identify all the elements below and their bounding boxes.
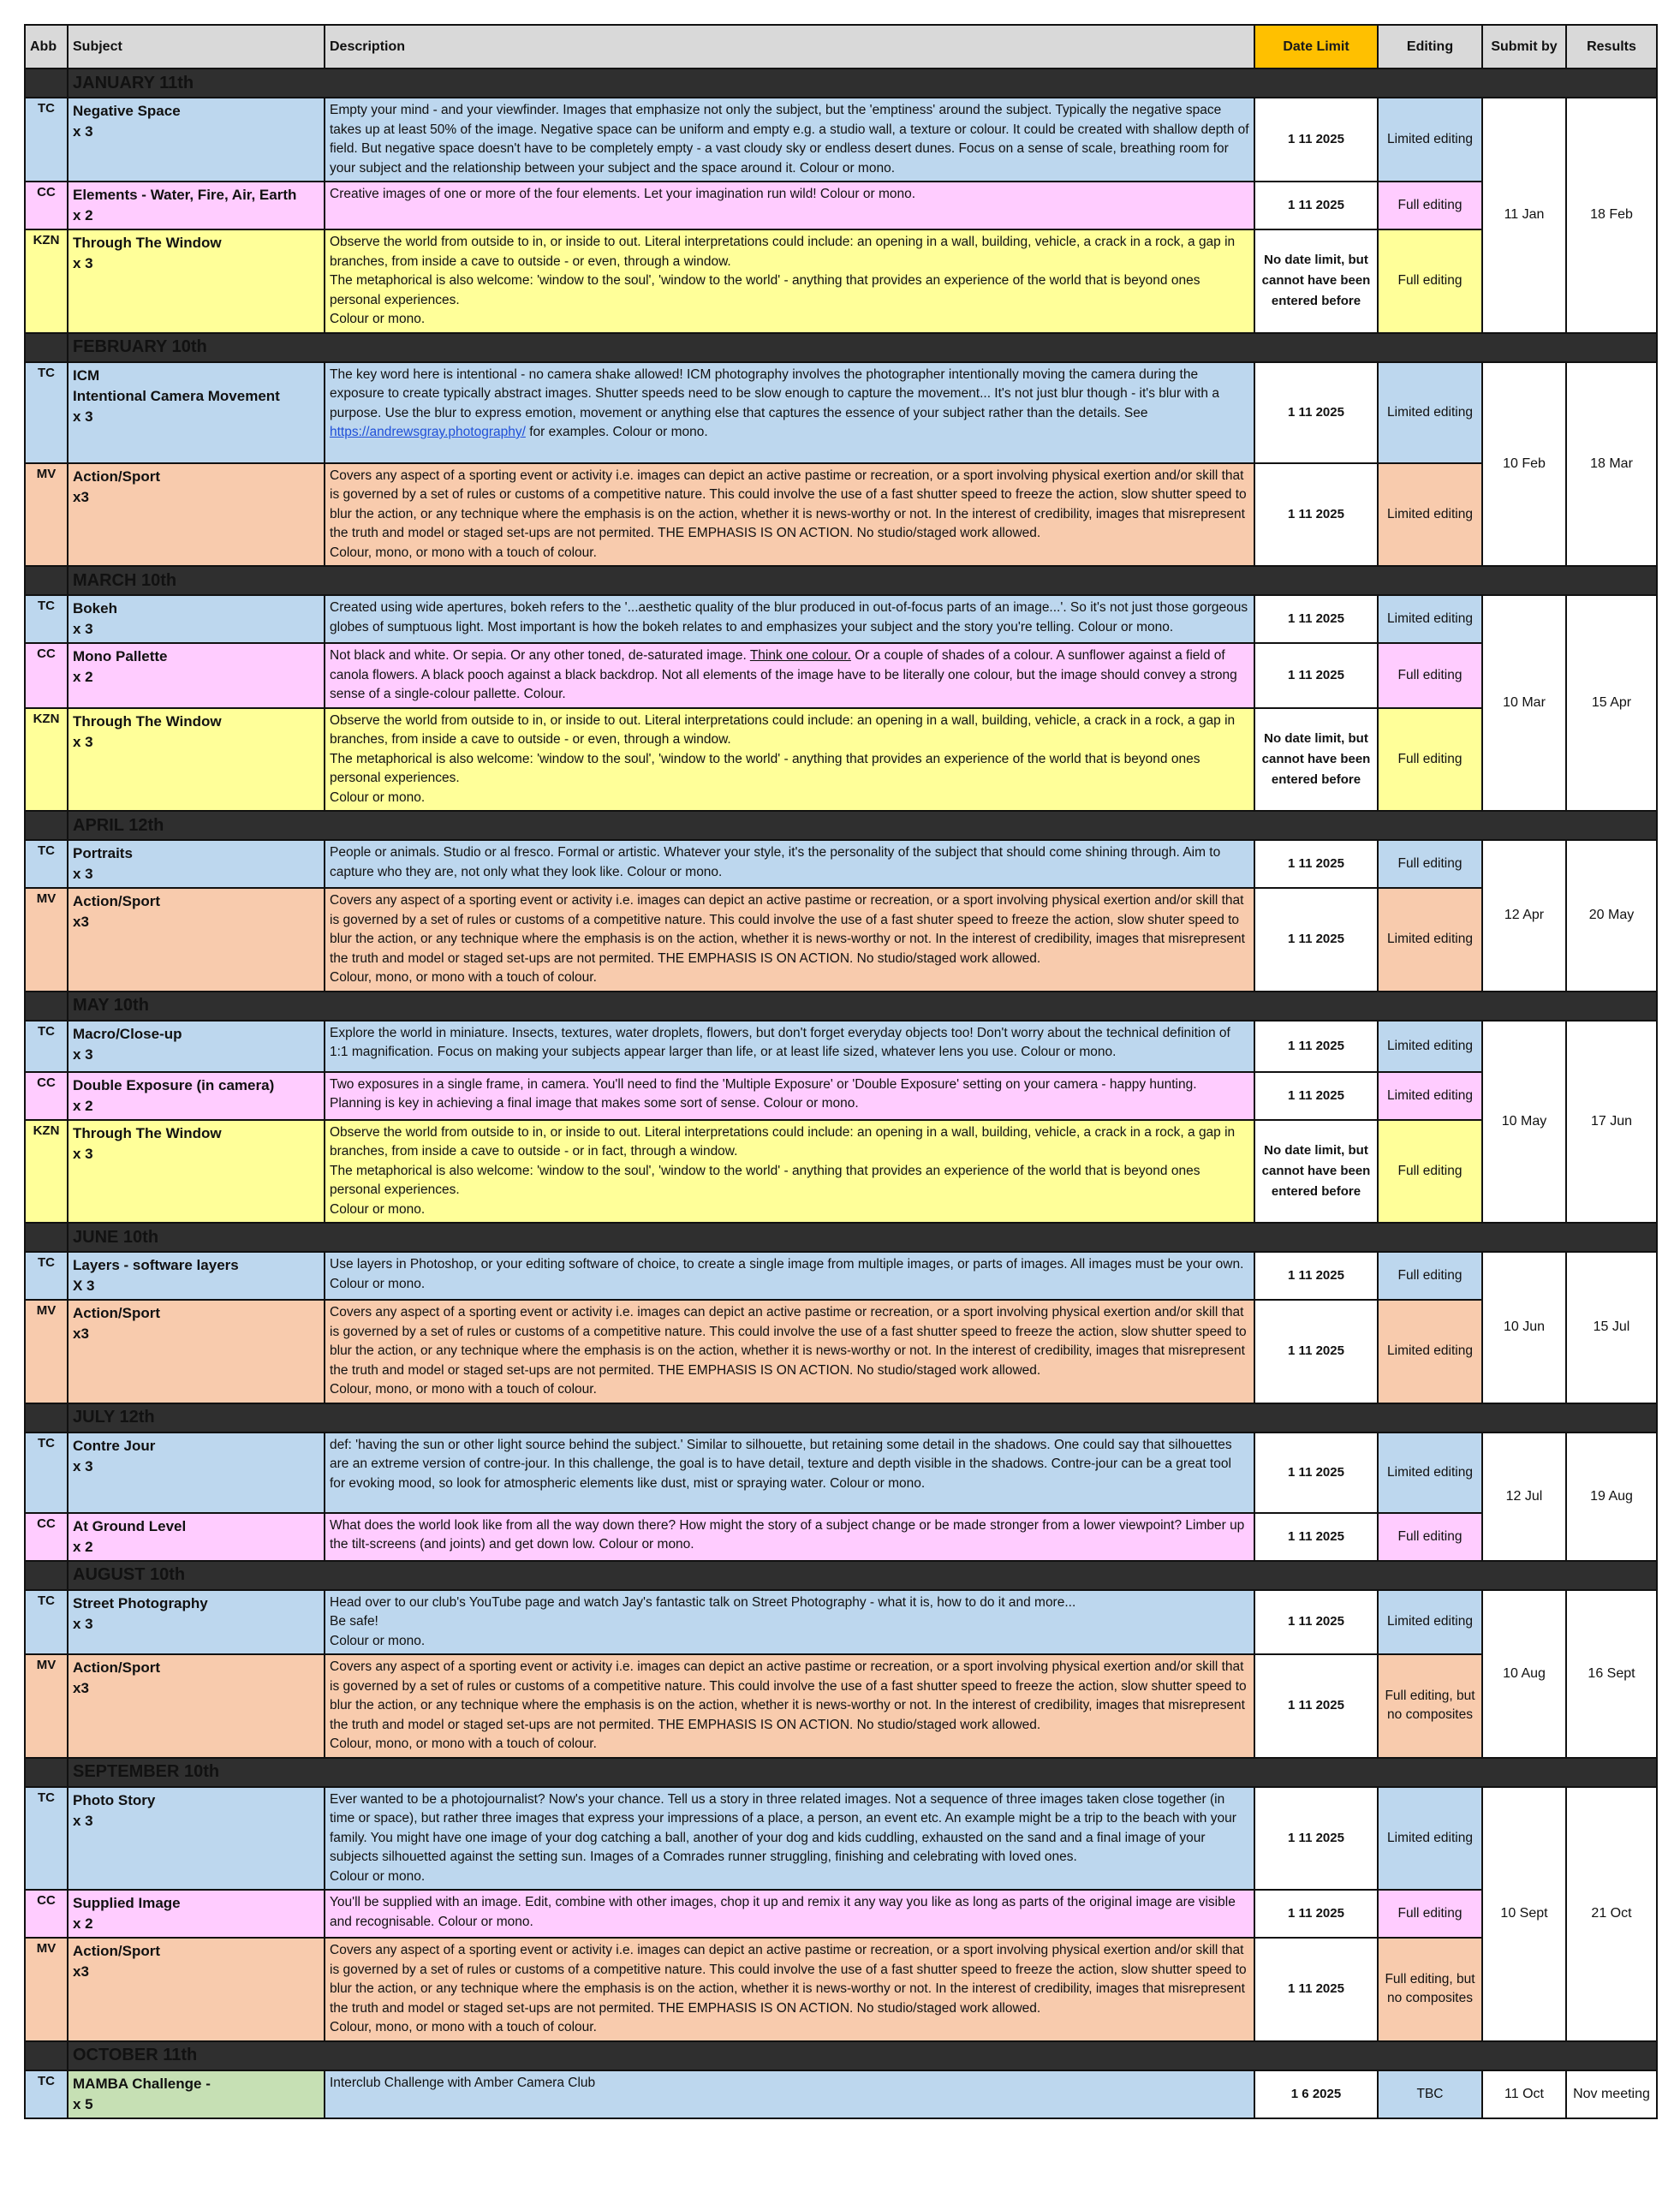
description-cell [325, 1433, 1254, 1513]
subject-cell [68, 1252, 325, 1300]
subject-cell [68, 2070, 325, 2118]
abb-cell: TC [25, 2070, 68, 2118]
subject-cell [68, 362, 325, 463]
description-cell [325, 1021, 1254, 1072]
date-limit-cell: 1 11 2025 [1254, 1021, 1378, 1072]
month-title: JUNE 10th [68, 1223, 1657, 1252]
submit-by-cell: 10 Jun [1482, 1252, 1566, 1403]
table-row [25, 840, 1657, 888]
editing-cell: Limited editing [1378, 1300, 1482, 1403]
description-cell [325, 595, 1254, 643]
month-spacer [25, 68, 68, 98]
description-text: Covers any aspect of a sporting event or activity i.e. images can depict an active pastime or recreation, or a sport involving physical exertion and/or skill that is governed by a set of rules or customs of a competitive nature. This could involve the use of a fast shutter speed to freeze the action, slow shutter speed to blur the action, or any technique where the emphasis is on the action, whether it is news-worthy or not. In the interest of credibility, images that misrepresent the truth and model or staged set-ups are not permited. THE EMPHASIS IS ON ACTION. No studio/staged work allowed. Colour, mono, or mono with a touch of colour. [330, 1659, 1247, 1751]
description-text: Created using wide apertures, bokeh refers to the '...aesthetic quality of the blur produced in out-of-focus parts of an image...'. So it's not just those gorgeous globes of sumptuous light. Most important is how the bokeh relates to and emphasizes your subject and the story you're telling. Colour or mono. [330, 600, 1248, 634]
month-spacer [25, 811, 68, 840]
table-row [25, 1433, 1657, 1513]
subject-cell [68, 229, 325, 333]
table-row [25, 1021, 1657, 1072]
month-title: APRIL 12th [68, 811, 1657, 840]
editing-header: Editing [1378, 25, 1482, 68]
description-text: Not black and white. Or sepia. Or any other toned, de-saturated image. [330, 648, 750, 663]
subject-text: Negative Space x 3 [73, 103, 181, 140]
description-text: Observe the world from outside to in, or inside to out. Literal interpretations could include: an opening in a wall, building, vehicle, a crack in a rock, a gap in branches, from inside a cave to outside - or even, through a window. The metaphorical is also welcome: 'window to the soul', 'window to the world' - anything that provides an experience of the world that is beyond ones personal experiences. Colour or mono. [330, 712, 1236, 805]
subject-text: At Ground Level x 2 [73, 1517, 187, 1555]
abb-cell: TC [25, 1787, 68, 1891]
table-row [25, 888, 1657, 992]
description-text: Head over to our club's YouTube page and watch Jay's fantastic talk on Street Photography - what it is, how to do it and more... Be safe! Colour or mono. [330, 1594, 1076, 1648]
subject-text: Bokeh x 3 [73, 600, 117, 637]
month-spacer [25, 566, 68, 595]
abb-cell: CC [25, 1890, 68, 1938]
description-emphasis: Think one colour. [749, 648, 851, 663]
editing-cell: Limited editing [1378, 888, 1482, 992]
subject-cell [68, 1021, 325, 1072]
table-row [25, 229, 1657, 333]
submit-by-cell: 10 Aug [1482, 1590, 1566, 1758]
description-text: Covers any aspect of a sporting event or activity i.e. images can depict an active pastime or recreation, or a sport involving physical exertion and/or skill that is governed by a set of rules or customs of a competitive nature. This could involve the use of a fast shuter speed to freeze the action, slow shuter speed to blur the action, or any technique where the emphasis is on the action, whether it is news-worthy or not. In the interest of credibility, images that misrepresent the truth and model or staged set-ups are not permited. THE EMPHASIS IS ON ACTION. No studio/staged work allowed. Colour, mono, or mono with a touch of colour. [330, 893, 1245, 985]
table-row [25, 1890, 1657, 1938]
month-spacer [25, 1403, 68, 1433]
month-header-row [25, 1561, 1657, 1590]
editing-cell: Full editing, but no composites [1378, 1938, 1482, 2041]
editing-cell: Limited editing [1378, 362, 1482, 463]
month-title: SEPTEMBER 10th [68, 1758, 1657, 1787]
subject-text: Action/Sport x3 [73, 1659, 160, 1696]
subject-text: Supplied Image x 2 [73, 1895, 181, 1932]
description-cell [325, 182, 1254, 229]
editing-cell: Limited editing [1378, 1021, 1482, 1072]
month-title: MARCH 10th [68, 566, 1657, 595]
editing-cell: Limited editing [1378, 1072, 1482, 1120]
description-text: You'll be supplied with an image. Edit, combine with other images, chop it up and remix it any way you like as long as parts of the original image are visible and recognisable. Colour or mono. [330, 1895, 1236, 1929]
date-limit-cell: 1 11 2025 [1254, 1590, 1378, 1655]
date-limit-cell: No date limit, but cannot have been entered before [1254, 1120, 1378, 1224]
subject-text: Action/Sport x3 [73, 1305, 160, 1342]
description-cell [325, 1513, 1254, 1561]
subject-cell [68, 463, 325, 567]
date-limit-cell: 1 11 2025 [1254, 1654, 1378, 1758]
description-cell [325, 1072, 1254, 1120]
editing-cell: Full editing [1378, 840, 1482, 888]
results-cell: 18 Feb [1566, 98, 1657, 333]
subject-text: ICM Intentional Camera Movement x 3 [73, 366, 280, 425]
date-limit-cell: 1 11 2025 [1254, 595, 1378, 643]
date-limit-cell: 1 11 2025 [1254, 888, 1378, 992]
description-cell [325, 643, 1254, 708]
subject-cell [68, 1433, 325, 1513]
subject-text: Street Photography x 3 [73, 1594, 208, 1632]
description-cell [325, 463, 1254, 567]
description-cell [325, 1890, 1254, 1938]
subject-text: Contre Jour x 3 [73, 1437, 156, 1474]
abb-header: Abb [25, 25, 68, 68]
editing-cell: Full editing, but no composites [1378, 1654, 1482, 1758]
abb-cell: TC [25, 840, 68, 888]
results-cell: 19 Aug [1566, 1433, 1657, 1561]
date-limit-cell: 1 11 2025 [1254, 1072, 1378, 1120]
table-row [25, 1072, 1657, 1120]
description-cell [325, 708, 1254, 812]
editing-cell: Limited editing [1378, 1433, 1482, 1513]
submit-by-cell: 10 Feb [1482, 362, 1566, 567]
month-header-row [25, 566, 1657, 595]
description-cell [325, 1787, 1254, 1891]
subject-cell [68, 98, 325, 182]
month-spacer [25, 1758, 68, 1787]
month-header-row [25, 1403, 1657, 1433]
table-row [25, 1938, 1657, 2041]
date-limit-cell: 1 11 2025 [1254, 1513, 1378, 1561]
abb-cell: TC [25, 595, 68, 643]
description-text-after-emphasis: Or a couple of shades of a colour. A sunflower against a field of canola flowers. A black pooch against a black backdrop. Not all elements of the image have to be literally one colour, but the image should convey a strong sense of a single-colour pallette. Colour. [330, 648, 1237, 701]
month-title: MAY 10th [68, 992, 1657, 1021]
subject-cell [68, 1300, 325, 1403]
description-cell [325, 1590, 1254, 1655]
results-cell: 15 Jul [1566, 1252, 1657, 1403]
submit-by-cell: 11 Jan [1482, 98, 1566, 333]
challenges-table [24, 24, 1658, 2119]
subject-cell [68, 708, 325, 812]
results-cell: 15 Apr [1566, 595, 1657, 811]
description-text: Creative images of one or more of the four elements. Let your imagination run wild! Colour or mono. [330, 187, 916, 201]
subject-text: Action/Sport x3 [73, 1943, 160, 1980]
table-row [25, 643, 1657, 708]
description-cell [325, 888, 1254, 992]
subject-text: Portraits x 3 [73, 845, 133, 882]
subject-text: Macro/Close-up x 3 [73, 1025, 182, 1063]
subject-text: Layers - software layers X 3 [73, 1257, 239, 1294]
month-spacer [25, 333, 68, 362]
subject-text: Mono Pallette x 2 [73, 648, 168, 685]
month-header-row [25, 2041, 1657, 2070]
table-row [25, 1513, 1657, 1561]
abb-cell: MV [25, 888, 68, 992]
editing-cell: Limited editing [1378, 463, 1482, 567]
description-cell [325, 1252, 1254, 1300]
abb-cell: MV [25, 463, 68, 567]
subject-text: Double Exposure (in camera) x 2 [73, 1076, 275, 1114]
editing-cell: Full editing [1378, 708, 1482, 812]
month-title: JANUARY 11th [68, 68, 1657, 98]
description-link[interactable]: https://andrewsgray.photography/ [330, 425, 526, 439]
month-header-row [25, 811, 1657, 840]
date-limit-cell: 1 11 2025 [1254, 840, 1378, 888]
date-limit-cell: 1 11 2025 [1254, 1433, 1378, 1513]
date-limit-cell: 1 11 2025 [1254, 643, 1378, 708]
table-row [25, 1252, 1657, 1300]
subject-text: Photo Story x 3 [73, 1791, 156, 1829]
month-title: AUGUST 10th [68, 1561, 1657, 1590]
submit-by-header: Submit by [1482, 25, 1566, 68]
date-limit-cell: No date limit, but cannot have been entered before [1254, 229, 1378, 333]
description-text: Covers any aspect of a sporting event or activity i.e. images can depict an active pastime or recreation, or a sport involving physical exertion and/or skill that is governed by a set of rules or customs of a competitive nature. This could involve the use of a fast shutter speed to freeze the action, slow shutter speed to blur the action, or any technique where the emphasis is on the action, whether it is news-worthy or not. In the interest of credibility, images that misrepresent the truth and model or staged set-ups are not permited. THE EMPHASIS IS ON ACTION. No studio/staged work allowed. Colour, mono, or mono with a touch of colour. [330, 468, 1247, 560]
abb-cell: KZN [25, 708, 68, 812]
results-header: Results [1566, 25, 1657, 68]
table-row [25, 595, 1657, 643]
header-row [25, 25, 1657, 68]
abb-cell: TC [25, 1433, 68, 1513]
month-header-row [25, 1758, 1657, 1787]
table-row [25, 362, 1657, 463]
editing-cell: Full editing [1378, 1890, 1482, 1938]
description-text: Ever wanted to be a photojournalist? Now's your chance. Tell us a story in three related images. Not a sequence of three images taken close together (in time or space), but rather three images that express your impressions of a place, a person, an event etc. An example might be a trip to the beach with your family. You might have one image of your dog catching a ball, another of your dog and kids cuddling, exhausted on the sand and a final image of your subjects silhouetted against the setting sun. Images of a Comrades runner struggling, finishing and celebrating with loved ones. Colour or mono. [330, 1791, 1236, 1884]
month-header-row [25, 333, 1657, 362]
subject-cell [68, 1654, 325, 1758]
date-limit-header: Date Limit [1254, 25, 1378, 68]
editing-cell: Full editing [1378, 643, 1482, 708]
subject-cell [68, 840, 325, 888]
submit-by-cell: 10 Sept [1482, 1787, 1566, 2041]
editing-cell: Limited editing [1378, 1787, 1482, 1891]
date-limit-cell: 1 11 2025 [1254, 1300, 1378, 1403]
month-header-row [25, 1223, 1657, 1252]
date-limit-cell: 1 6 2025 [1254, 2070, 1378, 2118]
table-row [25, 2070, 1657, 2118]
results-cell: 18 Mar [1566, 362, 1657, 567]
submit-by-cell: 12 Jul [1482, 1433, 1566, 1561]
abb-cell: TC [25, 1021, 68, 1072]
results-cell: 20 May [1566, 840, 1657, 992]
editing-cell: Full editing [1378, 1252, 1482, 1300]
description-cell [325, 98, 1254, 182]
abb-cell: CC [25, 1072, 68, 1120]
abb-cell: TC [25, 362, 68, 463]
month-title: FEBRUARY 10th [68, 333, 1657, 362]
table-row [25, 1787, 1657, 1891]
table-row [25, 98, 1657, 182]
description-text: Interclub Challenge with Amber Camera Club [330, 2075, 596, 2090]
subject-text: Through The Window x 3 [73, 1124, 222, 1162]
description-text: Covers any aspect of a sporting event or activity i.e. images can depict an active pastime or recreation, or a sport involving physical exertion and/or skill that is governed by a set of rules or customs of a competitive nature. This could involve the use of a fast shutter speed to freeze the action, slow shutter speed to blur the action, or any technique where the emphasis is on the action, whether it is news-worthy or not. In the interest of credibility, images that misrepresent the truth and model or staged set-ups are not permited. THE EMPHASIS IS ON ACTION. No studio/staged work allowed. Colour, mono, or mono with a touch of colour. [330, 1943, 1247, 2034]
description-cell [325, 229, 1254, 333]
month-spacer [25, 992, 68, 1021]
subject-text: MAMBA Challenge - x 5 [73, 2075, 211, 2112]
description-cell [325, 1300, 1254, 1403]
results-cell: Nov meeting [1566, 2070, 1657, 2118]
subject-cell [68, 1890, 325, 1938]
table-row [25, 182, 1657, 229]
subject-text: Elements - Water, Fire, Air, Earth x 2 [73, 187, 297, 223]
results-cell: 16 Sept [1566, 1590, 1657, 1758]
results-cell: 21 Oct [1566, 1787, 1657, 2041]
subject-cell [68, 1590, 325, 1655]
abb-cell: MV [25, 1300, 68, 1403]
date-limit-cell: No date limit, but cannot have been entered before [1254, 708, 1378, 812]
description-text: People or animals. Studio or al fresco. Formal or artistic. Whatever your style, it's the personality of the subject that should come shining through. Aim to capture who they are, not only what they look like. Colour or mono. [330, 845, 1221, 879]
description-cell [325, 840, 1254, 888]
date-limit-cell: 1 11 2025 [1254, 362, 1378, 463]
editing-cell: Full editing [1378, 229, 1482, 333]
description-text: The key word here is intentional - no camera shake allowed! ICM photography involves the photographer intentionally moving the camera during the exposure to create typically abstract images. Shutter speeds need to be slow enough to capture the movement... It's not just blur though - it's blur with a purpose. Use the blur to express emotion, movement or anything else that captures the essence of your subject rather than the details. See [330, 366, 1219, 420]
description-text: Explore the world in miniature. Insects, textures, water droplets, flowers, but don't forget everyday objects too! Don't worry about the technical definition of 1:1 magnification. Focus on making your subjects appear larger than life, or at least life sized, whatever lens you use. Colour or mono. [330, 1025, 1230, 1059]
description-text: Empty your mind - and your viewfinder. Images that emphasize not only the subject, but the 'emptiness' around the subject. Typically the negative space takes up at least 50% of the image. Negative space can be uniform and empty e.g. a studio wall, a texture or colour. It could be created with shallow depth of field. But negative space doesn't have to be completely empty - a vast cloudy sky or endless desert dunes. Focus on a sense of scale, breathing room for your subject and the relationship between your subject and the space around it. Colour or mono. [330, 103, 1249, 176]
date-limit-cell: 1 11 2025 [1254, 98, 1378, 182]
subject-cell [68, 1120, 325, 1224]
month-spacer [25, 1561, 68, 1590]
date-limit-cell: 1 11 2025 [1254, 1252, 1378, 1300]
subject-cell [68, 1787, 325, 1891]
description-text: Covers any aspect of a sporting event or activity i.e. images can depict an active pastime or recreation, or a sport involving physical exertion and/or skill that is governed by a set of rules or customs of a competitive nature. This could involve the use of a fast shutter speed to freeze the action, slow shutter speed to blur the action, or any technique where the emphasis is on the action, whether it is news-worthy or not. In the interest of credibility, images that misrepresent the truth and model or staged set-ups are not permited. THE EMPHASIS IS ON ACTION. No studio/staged work allowed. Colour, mono, or mono with a touch of colour. [330, 1305, 1247, 1397]
table-row [25, 1300, 1657, 1403]
table-body [25, 68, 1657, 2118]
description-cell [325, 1938, 1254, 2041]
submit-by-cell: 10 May [1482, 1021, 1566, 1224]
subject-cell [68, 1938, 325, 2041]
month-spacer [25, 2041, 68, 2070]
abb-cell: KZN [25, 229, 68, 333]
date-limit-cell: 1 11 2025 [1254, 1890, 1378, 1938]
description-text-after-link: for examples. Colour or mono. [525, 425, 708, 439]
month-header-row [25, 992, 1657, 1021]
editing-cell: TBC [1378, 2070, 1482, 2118]
subject-header: Subject [68, 25, 325, 68]
month-spacer [25, 1223, 68, 1252]
table-row [25, 463, 1657, 567]
description-text: What does the world look like from all the way down there? How might the story of a subject change or be made stronger from a lower viewpoint? Limber up the tilt-screens (and joints) and get down low. Colour or mono. [330, 1517, 1245, 1552]
description-text: Two exposures in a single frame, in camera. You'll need to find the 'Multiple Exposure' or 'Double Exposure' setting on your camera - happy hunting. Planning is key in achieving a final image that makes some sort of sense. Colour or mono. [330, 1076, 1197, 1111]
editing-cell: Full editing [1378, 1120, 1482, 1224]
table-row [25, 1120, 1657, 1224]
date-limit-cell: 1 11 2025 [1254, 463, 1378, 567]
description-text: Observe the world from outside to in, or inside to out. Literal interpretations could include: an opening in a wall, building, vehicle, a crack in a rock, a gap in branches, from inside a cave to outside - or even, through a window. The metaphorical is also welcome: 'window to the soul', 'window to the world' - anything that provides an experience of the world that is beyond ones personal experiences. Colour or mono. [330, 235, 1236, 326]
subject-cell [68, 595, 325, 643]
editing-cell: Full editing [1378, 182, 1482, 229]
results-cell: 17 Jun [1566, 1021, 1657, 1224]
abb-cell: KZN [25, 1120, 68, 1224]
abb-cell: CC [25, 643, 68, 708]
abb-cell: MV [25, 1654, 68, 1758]
editing-cell: Limited editing [1378, 595, 1482, 643]
editing-cell: Full editing [1378, 1513, 1482, 1561]
description-cell [325, 2070, 1254, 2118]
submit-by-cell: 12 Apr [1482, 840, 1566, 992]
description-cell [325, 1120, 1254, 1224]
abb-cell: TC [25, 1590, 68, 1655]
abb-cell: TC [25, 98, 68, 182]
subject-text: Action/Sport x3 [73, 893, 160, 930]
abb-cell: TC [25, 1252, 68, 1300]
subject-text: Through The Window x 3 [73, 712, 222, 750]
editing-cell: Limited editing [1378, 1590, 1482, 1655]
abb-cell: MV [25, 1938, 68, 2041]
description-text: Observe the world from outside to in, or inside to out. Literal interpretations could include: an opening in a wall, building, vehicle, a crack in a rock, a gap in branches, from inside a cave to outside - or in fact, through a window. The metaphorical is also welcome: 'window to the soul', 'window to the world' - anything that provides an experience of the world that is beyond ones personal experiences. Colour or mono. [330, 1124, 1236, 1217]
table-row [25, 1654, 1657, 1758]
description-header: Description [325, 25, 1254, 68]
table-row [25, 1590, 1657, 1655]
date-limit-cell: 1 11 2025 [1254, 182, 1378, 229]
submit-by-cell: 11 Oct [1482, 2070, 1566, 2118]
date-limit-cell: 1 11 2025 [1254, 1787, 1378, 1891]
subject-cell [68, 888, 325, 992]
table-row [25, 708, 1657, 812]
description-text: Use layers in Photoshop, or your editing software of choice, to create a single image from multiple images, or parts of images. All images must be your own. Colour or mono. [330, 1257, 1244, 1291]
month-header-row [25, 68, 1657, 98]
abb-cell: CC [25, 1513, 68, 1561]
month-title: JULY 12th [68, 1403, 1657, 1433]
submit-by-cell: 10 Mar [1482, 595, 1566, 811]
month-title: OCTOBER 11th [68, 2041, 1657, 2070]
description-cell [325, 362, 1254, 463]
editing-cell: Limited editing [1378, 98, 1482, 182]
description-text: def: 'having the sun or other light source behind the subject.' Similar to silhouette, but retaining some detail in the shadows. One could say that silhouettes are an extreme version of contre-jour. In this challenge, the goal is to have detail, texture and depth visible in the shadows. Contre-jour can be a great tool for evoking mood, so look for atmospheric elements like dust, mist or spraying water. Colour or mono. [330, 1437, 1232, 1491]
subject-text: Through The Window x 3 [73, 235, 222, 271]
subject-cell [68, 1072, 325, 1120]
subject-text: Action/Sport x3 [73, 468, 160, 505]
subject-cell [68, 1513, 325, 1561]
description-cell [325, 1654, 1254, 1758]
subject-cell [68, 182, 325, 229]
abb-cell: CC [25, 182, 68, 229]
date-limit-cell: 1 11 2025 [1254, 1938, 1378, 2041]
subject-cell [68, 643, 325, 708]
